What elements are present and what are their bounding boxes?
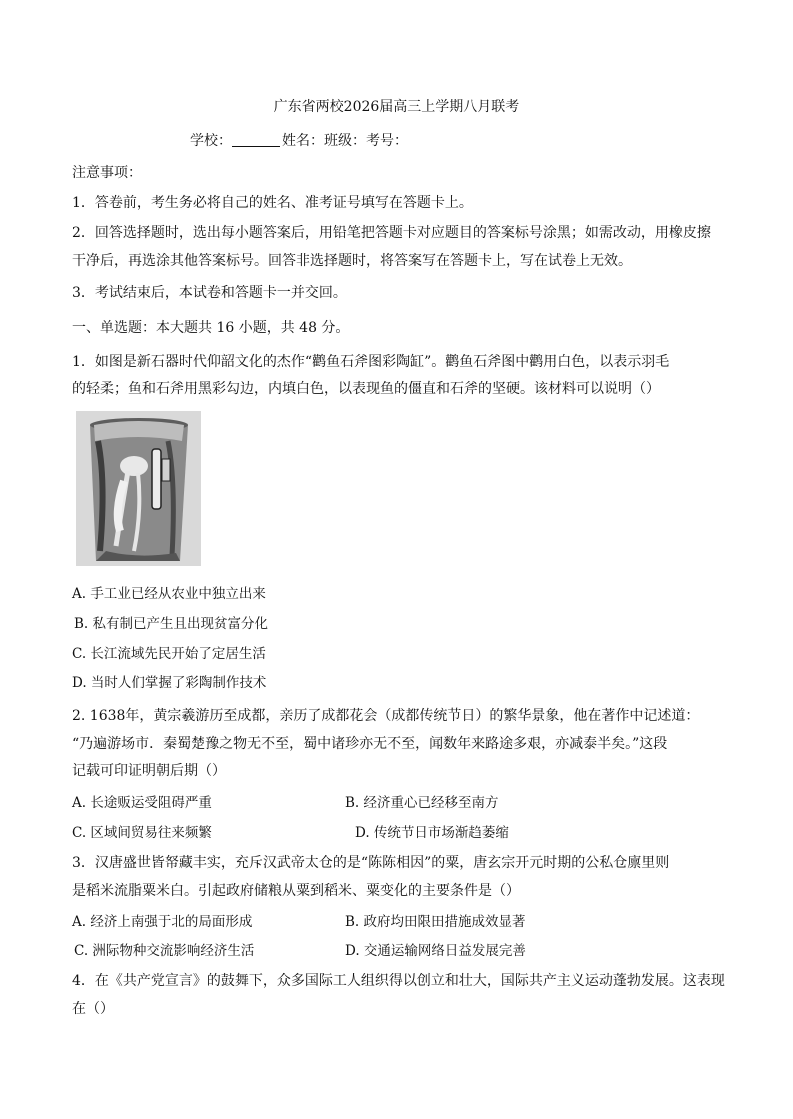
q1-option-b: B. 私有制已产生且出现贫富分化 (74, 616, 269, 632)
notice-item-1: 1．答卷前，考生务必将自己的姓名、准考证号填写在答题卡上。 (72, 195, 473, 211)
section-heading: 一、单选题：本大题共 16 小题，共 48 分。 (72, 320, 350, 336)
q3-stem-line-2: 是稻米流脂粟米白。引起政府储粮从粟到稻米、粟变化的主要条件是（） (72, 883, 520, 899)
q1-option-c: C. 长江流域先民开始了定居生活 (72, 646, 266, 662)
student-info-line (190, 130, 408, 150)
q1-option-d: D. 当时人们掌握了彩陶制作技术 (72, 675, 267, 691)
painted-pottery-jar-image (76, 411, 201, 566)
q3-stem-line-1: 3．汉唐盛世皆帑藏丰实，充斥汉武帝太仓的是“陈陈相因”的粟，唐玄宗开元时期的公私仓廪里则 (72, 855, 670, 871)
school-label: 学校： (190, 133, 232, 149)
q3-option-c: C. 洲际物种交流影响经济生活 (74, 943, 255, 959)
q2-stem-line-3: 记载可印证明朝后期（） (72, 763, 226, 779)
q2-option-a: A. 长途贩运受阻碍严重 (72, 795, 212, 811)
q3-option-a: A. 经济上南强于北的局面形成 (72, 914, 253, 930)
notice-heading: 注意事项： (72, 165, 142, 181)
q4-stem-line-1: 4．在《共产党宣言》的鼓舞下，众多国际工人组织得以创立和壮大，国际共产主义运动蓬勃发展。这表现 (72, 973, 725, 989)
q4-stem-line-2: 在（） (72, 1001, 114, 1017)
info-rest-label: 姓名：班级：考号： (282, 133, 408, 149)
q1-stem-line-1: 1．如图是新石器时代仰韶文化的杰作“鹳鱼石斧图彩陶缸”。鹳鱼石斧图中鹳用白色，以表示羽毛 (72, 354, 670, 370)
pottery-jar-illustration (76, 411, 201, 566)
q2-stem-line-2: “乃遍游场市．秦蜀楚豫之物无不至，蜀中诸珍亦无不至，闻数年来路途多艰，亦减泰半矣。”这段 (72, 736, 668, 752)
q2-stem-line-1: 2. 1638年，黄宗羲游历至成都，亲历了成都花会（成都传统节日）的繁华景象，他在著作中记述道： (72, 708, 700, 724)
q3-option-b: B. 政府均田限田措施成效显著 (345, 914, 526, 930)
q1-stem-line-2: 的轻柔；鱼和石斧用黑彩勾边，内填白色，以表现鱼的僵直和石斧的坚硬。该材料可以说明（） (72, 381, 660, 397)
notice-item-3: 3．考试结束后，本试卷和答题卡一并交回。 (72, 285, 347, 301)
q2-option-b: B. 经济重心已经移至南方 (345, 795, 499, 811)
notice-item-2-line-1: 2．回答选择题时，选出每小题答案后，用铅笔把答题卡对应题目的答案标号涂黑；如需改动，用橡皮擦 (72, 225, 711, 241)
q3-option-d: D. 交通运输网络日益发展完善 (345, 943, 526, 959)
q2-option-d: D. 传统节日市场渐趋萎缩 (355, 825, 509, 841)
q1-option-a: A. 手工业已经从农业中独立出来 (72, 586, 266, 602)
exam-title: 广东省两校2026届高三上学期八月联考 (273, 99, 520, 115)
notice-item-2-line-2: 干净后，再选涂其他答案标号。回答非选择题时，将答案写在答题卡上，写在试卷上无效。 (72, 253, 632, 269)
school-blank[interactable] (232, 132, 280, 147)
q2-option-c: C. 区域间贸易往来频繁 (72, 825, 212, 841)
